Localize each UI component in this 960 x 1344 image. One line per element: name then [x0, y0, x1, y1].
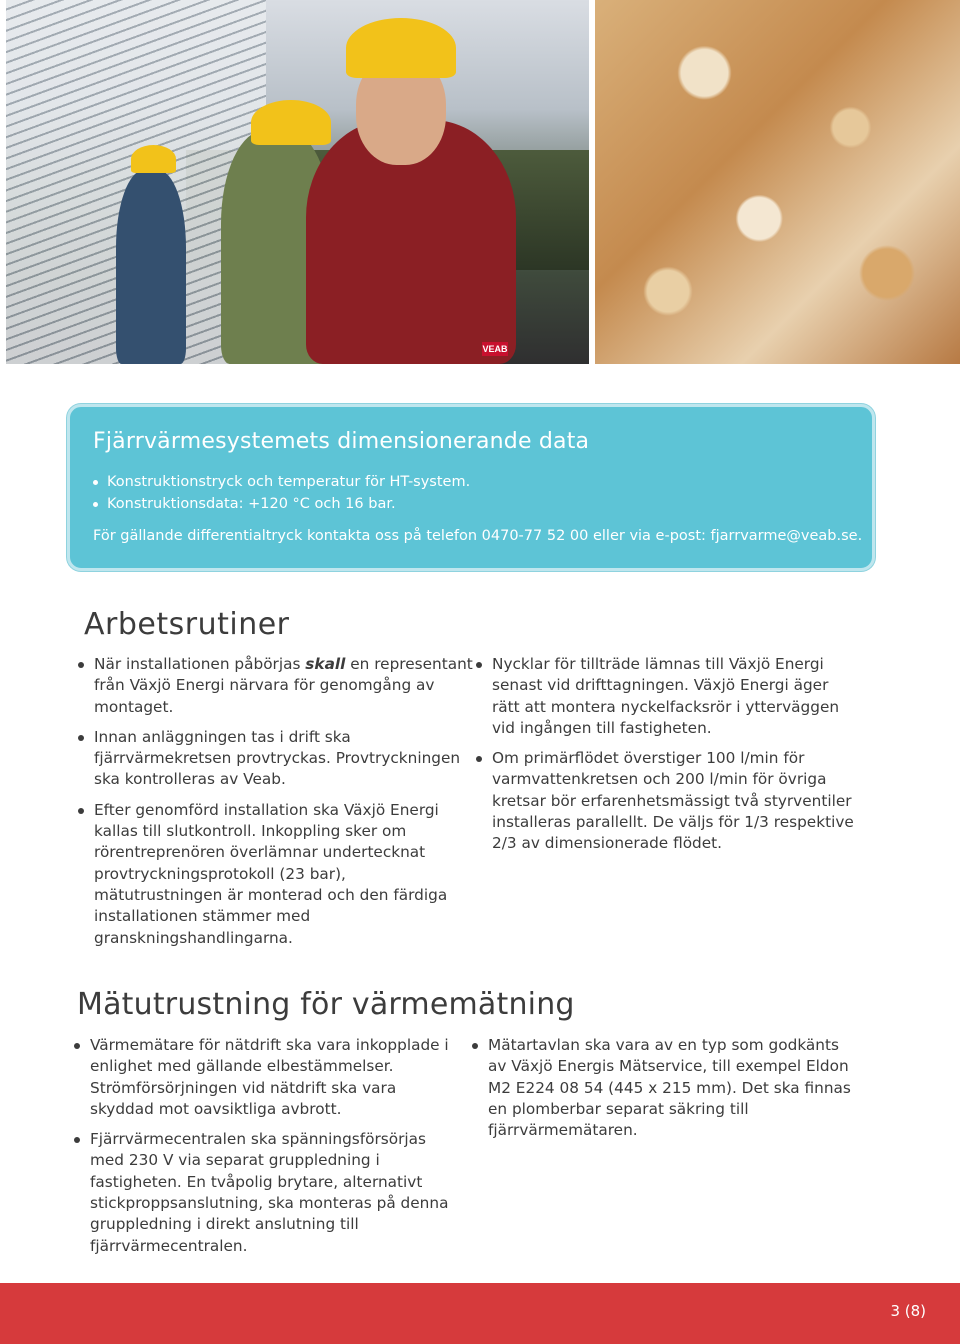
worker-1 — [116, 170, 186, 364]
info-box-list — [93, 471, 470, 515]
veab-logo: VEAB — [482, 344, 508, 354]
matutrustning-left-list — [74, 1035, 464, 1266]
list-item: Mätartavlan ska vara av en typ som godkänts av Växjö Energis Mätservice, till exempel Eldon M2 E224 08 54 (445 x 215 mm). Det ska finnas en plomberbar separat säkring till fjärrvärmemätaren. — [472, 1035, 862, 1141]
page-number: 3 (8) — [890, 1302, 926, 1320]
matutrustning-right-list — [472, 1035, 862, 1150]
section-title-matutrustning: Mätutrustning för värmemätning — [77, 987, 575, 1022]
list-item: Innan anläggningen tas i drift ska fjärrvärmekretsen provtryckas. Provtryckningen ska kontrolleras av Veab. — [78, 727, 473, 791]
contact-note: För gällande differentialtryck kontakta oss på telefon 0470-77 52 00 eller via e-post: fjarrvarme@veab.se. — [93, 528, 863, 544]
arbetsrutiner-left-list — [78, 654, 473, 958]
list-item: Konstruktionsdata: +120 °C och 16 bar. — [93, 493, 470, 515]
list-item: När installationen påbörjas skall en representant från Växjö Energi närvara för genomgång av montaget. — [78, 654, 473, 718]
workers-photo — [6, 0, 589, 364]
info-box — [67, 404, 875, 571]
info-box-title: Fjärrvärmesystemets dimensionerande data — [93, 429, 590, 454]
footer-bar — [0, 1283, 960, 1344]
list-item: Nycklar för tillträde lämnas till Växjö Energi senast vid drifttagningen. Växjö Energi äger rätt att montera nyckelfacksrör i ytterväggen vid ingången till fastigheten. — [476, 654, 856, 739]
helmet-icon — [251, 100, 331, 145]
section-title-arbetsrutiner: Arbetsrutiner — [84, 607, 290, 642]
list-item: Värmemätare för nätdrift ska vara inkopplade i enlighet med gällande elbestämmelser. Strömförsörjningen vid nätdrift ska vara skyddad mot oavsiktliga avbrott. — [74, 1035, 464, 1120]
helmet-icon — [131, 145, 176, 173]
helmet-icon — [346, 18, 456, 78]
list-item: Konstruktionstryck och temperatur för HT-system. — [93, 471, 470, 493]
emphasis: skall — [305, 655, 346, 673]
list-item: Efter genomförd installation ska Växjö Energi kallas till slutkontroll. Inkoppling sker om rörentreprenören överlämnar undertecknat provtryckningsprotokoll (23 bar), mätutrustningen är monterad och den färdiga installationen stämmer med granskningshandlingarna. — [78, 800, 473, 949]
arbetsrutiner-right-list — [476, 654, 856, 864]
list-item: Fjärrvärmecentralen ska spänningsförsörjas med 230 V via separat gruppledning i fastigheten. En tvåpolig brytare, alternativt stickproppsanslutning, ska monteras på denna gruppledning i direkt anslutning till fjärrvärmecentralen. — [74, 1129, 464, 1257]
wood-chips-photo — [595, 0, 960, 364]
list-item: Om primärflödet överstiger 100 l/min för varmvattenkretsen och 200 l/min för övriga kretsar bör erfarenhetsmässigt två styrventiler installeras parallellt. De väljs för 1/3 respektive 2/3 av dimensionerade flödet. — [476, 748, 856, 854]
